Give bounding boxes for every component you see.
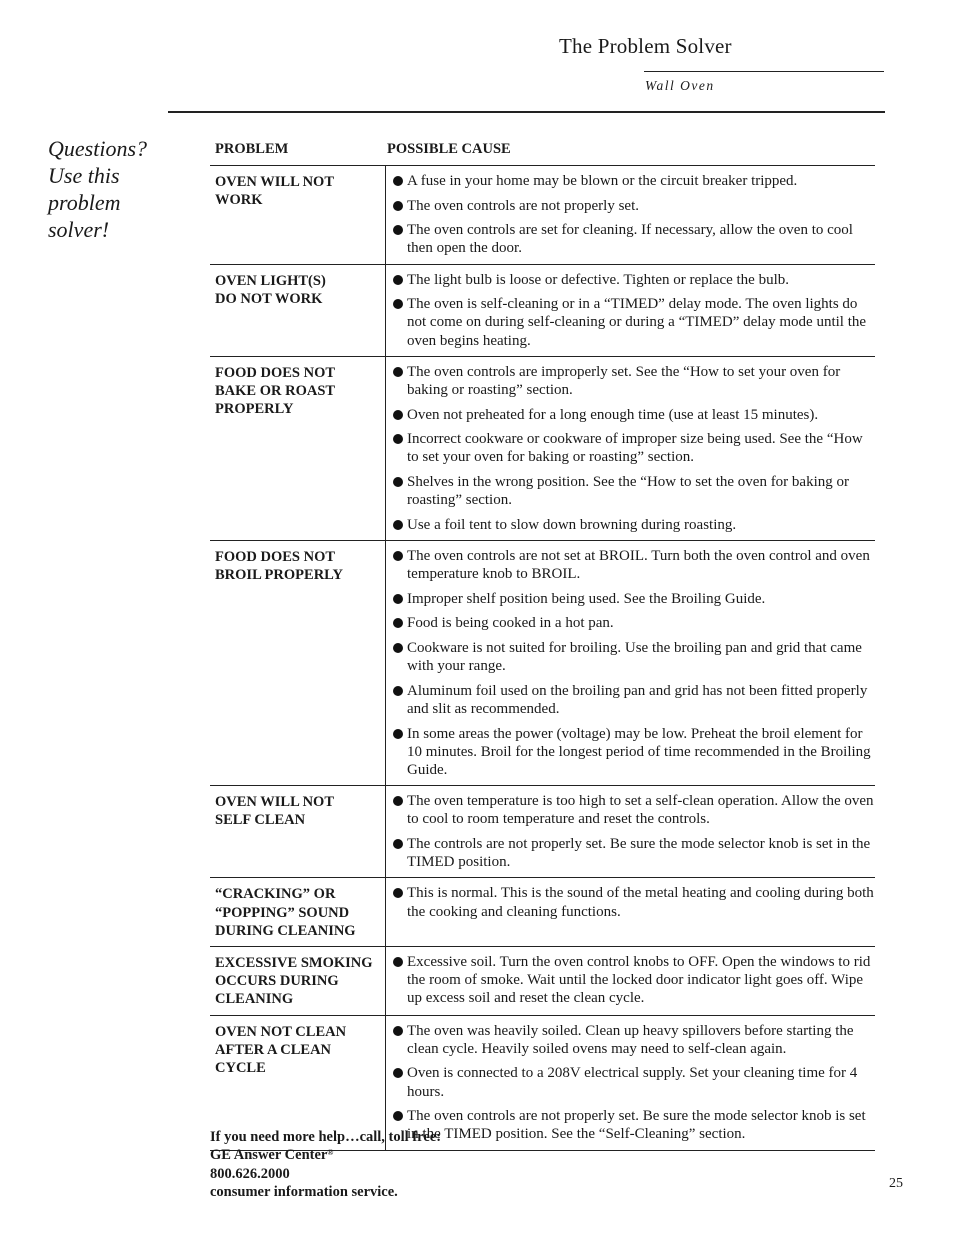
problem-label: OVEN NOT CLEAN AFTER A CLEAN CYCLE [210,1016,386,1150]
cause-item [392,639,875,675]
side-note-line: Use this [48,163,120,188]
cause-text: In some areas the power (voltage) may be low. Preheat the broil element for 10 minutes. Broil for the longest period of time recommended in the Broiling Guide. [407,725,871,778]
help-footer [210,1128,441,1201]
bullet-icon [393,618,403,628]
cause-text: Oven not preheated for a long enough time (use at least 15 minutes). [407,406,819,423]
problem-label: OVEN WILL NOT WORK [210,166,386,264]
cause-item [392,221,875,257]
cause-item [392,406,875,424]
section-divider [168,111,885,113]
cause-text: Use a foil tent to slow down browning during roasting. [407,516,737,533]
problem-label: “CRACKING” OR “POPPING” SOUND DURING CLEANING [210,878,386,946]
bullet-icon [393,686,403,696]
side-note-line: Questions? [48,136,147,161]
cause-text: Improper shelf position being used. See the Broiling Guide. [407,590,766,607]
bullet-icon [393,176,403,186]
cause-text: A fuse in your home may be blown or the circuit breaker tripped. [407,173,798,189]
problem-label: OVEN LIGHT(S) DO NOT WORK [210,265,386,356]
cause-list [386,1016,875,1150]
bullet-icon [393,225,403,235]
problem-solver-table [210,141,875,1151]
cause-text: Excessive soil. Turn the oven control knobs to OFF. Open the windows to rid the room of smoke. Wait until the locked door indicator light goes off. Wipe up excess soil and reset the clean cycle. [407,953,871,1007]
cause-text: The oven temperature is too high to set a self-clean operation. Allow the oven to cool to room temperature and reset the controls. [407,793,874,828]
bullet-icon [393,839,403,849]
bullet-icon [393,434,403,444]
table-row [210,541,875,786]
cause-list [386,786,875,877]
cause-item [392,884,875,920]
registered-mark: ® [327,1148,334,1158]
table-body [210,166,875,1151]
cause-list [386,541,875,785]
bullet-icon [393,275,403,285]
cause-text: The oven controls are not properly set. Be sure the mode selector knob is set in the TIMED position. See the “Self-Cleaning” section. [407,1108,866,1143]
problem-label: FOOD DOES NOT BROIL PROPERLY [210,541,386,785]
column-header-problem: PROBLEM [215,141,289,157]
bullet-icon [393,299,403,309]
cause-item [392,953,875,1008]
bullet-icon [393,888,403,898]
cause-text: Cookware is not suited for broiling. Use the broiling pan and grid that came with your range. [407,639,862,675]
cause-item [392,1064,875,1100]
bullet-icon [393,520,403,530]
cause-list [386,265,875,356]
cause-item [392,725,875,780]
column-header-cause: POSSIBLE CAUSE [387,141,511,157]
table-row [210,947,875,1016]
cause-item [392,197,875,215]
bullet-icon [393,1068,403,1078]
cause-text: Shelves in the wrong position. See the “How to set the oven for baking or roasting” section. [407,473,850,509]
bullet-icon [393,201,403,211]
cause-item [392,614,875,632]
bullet-icon [393,594,403,604]
cause-text: The light bulb is loose or defective. Tighten or replace the bulb. [407,271,790,288]
cause-item [392,835,875,871]
header-divider [644,71,884,72]
problem-label: OVEN WILL NOT SELF CLEAN [210,786,386,877]
bullet-icon [393,643,403,653]
cause-list [386,878,875,946]
side-note-line: solver! [48,217,110,242]
table-row [210,357,875,541]
cause-item [392,271,875,289]
cause-text: Incorrect cookware or cookware of improper size being used. See the “How to set your oven for baking or roasting” section. [407,431,863,466]
cause-text: Aluminum foil used on the broiling pan and grid has not been fitted properly and slit as recommended. [407,682,868,717]
table-row [210,878,875,947]
cause-item [392,792,875,828]
table-row [210,166,875,265]
help-line-service [210,1146,441,1164]
cause-item [392,295,875,350]
problem-label: FOOD DOES NOT BAKE OR ROAST PROPERLY [210,357,386,540]
bullet-icon [393,957,403,967]
cause-item [392,516,875,534]
cause-item [392,682,875,718]
cause-text: The oven was heavily soiled. Clean up heavy spillovers before starting the clean cycle. Heavily soiled ovens may need to self-clean again. [407,1022,854,1057]
bullet-icon [393,410,403,420]
page-number: 25 [889,1176,903,1191]
table-header [210,141,875,166]
help-line: consumer information service. [210,1183,398,1200]
service-name: GE Answer Center [210,1147,328,1164]
side-note-line: problem [48,190,121,215]
bullet-icon [393,477,403,487]
bullet-icon [393,1111,403,1121]
cause-item [392,363,875,399]
page-title: The Problem Solver [559,34,732,58]
cause-item [392,1107,875,1143]
bullet-icon [393,551,403,561]
cause-list [386,357,875,540]
page-subtitle: Wall Oven [645,78,715,93]
cause-text: Food is being cooked in a hot pan. [407,615,614,632]
cause-item [392,430,875,466]
cause-list [386,947,875,1015]
cause-text: The oven controls are set for cleaning. If necessary, allow the oven to cool then open the door. [407,222,853,257]
cause-text: The oven controls are not set at BROIL. Turn both the oven control and oven temperature knob to BROIL. [407,547,870,583]
phone-number: 800.626.2000 [210,1165,290,1182]
cause-item [392,473,875,509]
help-line: If you need more help…call, toll free: [210,1129,442,1145]
cause-text: The oven controls are not properly set. [407,197,640,214]
table-row [210,265,875,357]
cause-text: This is normal. This is the sound of the metal heating and cooling during both the cooking and cleaning functions. [407,885,874,920]
cause-item [392,590,875,608]
cause-list [386,166,875,264]
bullet-icon [393,729,403,739]
bullet-icon [393,796,403,806]
problem-label: EXCESSIVE SMOKING OCCURS DURING CLEANING [210,947,386,1015]
bullet-icon [393,1026,403,1036]
side-note [48,135,168,243]
bullet-icon [393,367,403,377]
cause-text: The oven controls are improperly set. See the “How to set your oven for baking or roasting” section. [407,363,841,398]
cause-item [392,1022,875,1058]
cause-text: Oven is connected to a 208V electrical supply. Set your cleaning time for 4 hours. [407,1065,858,1100]
cause-text: The oven is self-cleaning or in a “TIMED” delay mode. The oven lights do not come on during self-cleaning or during a “TIMED” delay mode until the oven begins heating. [407,296,867,349]
cause-item [392,172,875,190]
cause-text: The controls are not properly set. Be sure the mode selector knob is set in the TIMED position. [407,835,871,871]
cause-item [392,547,875,583]
table-row [210,786,875,878]
